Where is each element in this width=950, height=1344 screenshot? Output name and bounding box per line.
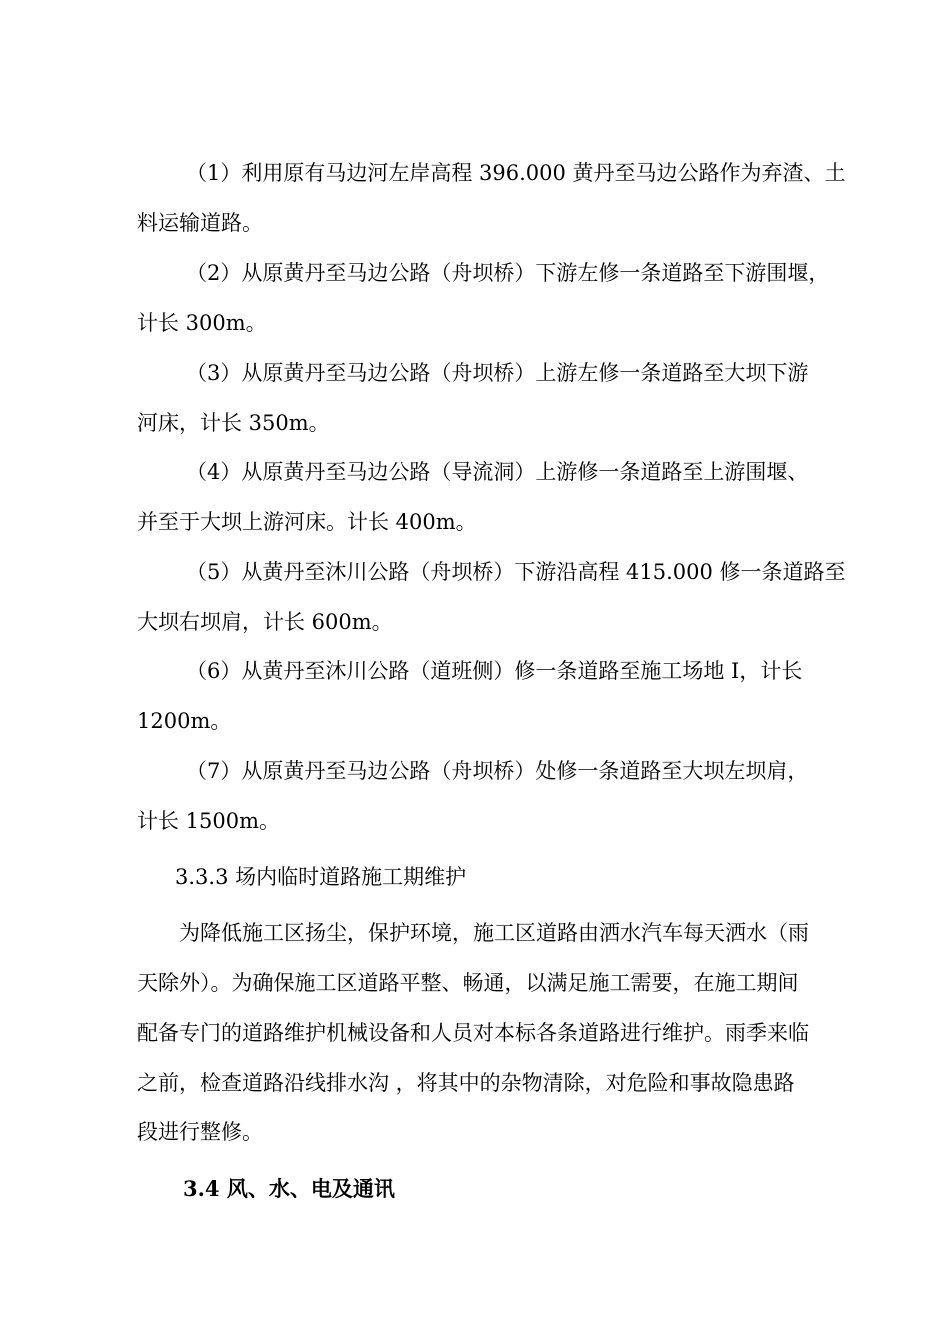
item-7-line-2: 计长 1500m。 bbox=[137, 809, 281, 833]
item-4-line-2: 并至于大坝上游河床。计长 400m。 bbox=[137, 510, 477, 534]
item-2-line-1: （2）从原黄丹至马边公路（舟坝桥）下游左修一条道路至下游围堰， bbox=[186, 261, 830, 285]
item-3-line-1: （3）从原黄丹至马边公路（舟坝桥）上游左修一条道路至大坝下游 bbox=[186, 361, 809, 385]
section-heading-3-4: 3.4 风、水、电及通讯 bbox=[183, 1176, 395, 1201]
item-1-line-2: 料运输道路。 bbox=[137, 211, 263, 235]
item-1-line-1: （1）利用原有马边河左岸高程 396.000 黄丹至马边公路作为弃渣、土 bbox=[186, 161, 846, 185]
item-4-line-1: （4）从原黄丹至马边公路（导流洞）上游修一条道路至上游围堰、 bbox=[186, 460, 809, 484]
item-5-line-2: 大坝右坝肩，计长 600m。 bbox=[137, 610, 393, 634]
item-6-line-2: 1200m。 bbox=[137, 709, 232, 733]
maintenance-paragraph-line-3: 配备专门的道路维护机械设备和人员对本标各条道路进行维护。雨季来临 bbox=[137, 1021, 809, 1045]
item-7-line-1: （7）从原黄丹至马边公路（舟坝桥）处修一条道路至大坝左坝肩， bbox=[186, 759, 809, 783]
maintenance-paragraph-line-4: 之前，检查道路沿线排水沟 ，将其中的杂物清除，对危险和事故隐患路 bbox=[137, 1071, 795, 1095]
item-5-line-1: （5）从黄丹至沐川公路（舟坝桥）下游沿高程 415.000 修一条道路至 bbox=[186, 560, 846, 584]
maintenance-paragraph-line-5: 段进行整修。 bbox=[137, 1120, 263, 1144]
item-3-line-2: 河床，计长 350m。 bbox=[137, 411, 330, 435]
maintenance-paragraph-line-2: 天除外）。为确保施工区道路平整、畅通，以满足施工需要，在施工期间 bbox=[137, 971, 799, 995]
maintenance-paragraph-line-1: 为降低施工区扬尘，保护环境，施工区道路由洒水汽车每天洒水（雨 bbox=[179, 921, 809, 945]
item-6-line-1: （6）从黄丹至沐川公路（道班侧）修一条道路至施工场地 I，计长 bbox=[186, 659, 803, 683]
section-heading-3-3-3: 3.3.3 场内临时道路施工期维护 bbox=[175, 865, 467, 889]
item-2-line-2: 计长 300m。 bbox=[137, 311, 267, 335]
